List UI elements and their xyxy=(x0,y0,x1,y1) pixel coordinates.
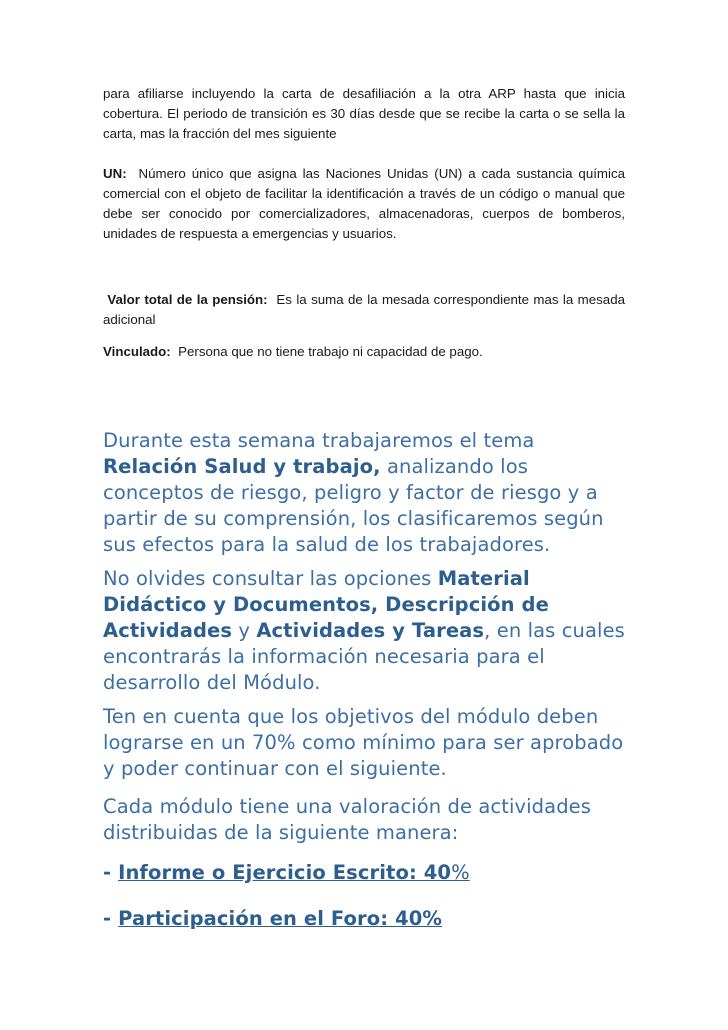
objectives-paragraph: Ten en cuenta que los objetivos del módulo deben lograrse en un 70% como mínimo para ser aprobado y poder continuar con el siguiente. xyxy=(103,705,624,780)
definition-un: Número único que asigna las Naciones Unidas (UN) a cada sustancia química comercial con el objeto de facilitar la identificación a través de un código o manual que debe ser conocido por comercializadores, almacenadoras, cuerpos de bomberos, unidades de respuesta a emergencias y usuarios. xyxy=(103,166,625,241)
consult-option-tareas: Actividades y Tareas xyxy=(256,619,485,642)
glossary-entry-un xyxy=(103,164,625,244)
item-dash: - xyxy=(103,907,119,930)
valuation-item-foro xyxy=(103,906,633,932)
item-dash: - xyxy=(103,861,119,884)
valuation-paragraph: Cada módulo tiene una valoración de actividades distribuidas de la siguiente manera: xyxy=(103,795,592,844)
valuation-item-informe xyxy=(103,860,633,886)
item-suffix-informe: % xyxy=(451,861,470,884)
definition-valor-pension: Es la suma de la mesada correspondiente mas la mesada adicional xyxy=(103,292,625,327)
item-label-foro: Participación en el Foro: 40% xyxy=(118,907,443,930)
consult-lead: No olvides consultar las opciones xyxy=(103,567,432,590)
definition-vinculado: Persona que no tiene trabajo ni capacidad de pago. xyxy=(178,344,483,359)
consult-option-material: Material Didáctico y Documentos, Descripción de Actividades xyxy=(103,567,549,642)
glossary-entry-valor xyxy=(103,290,625,330)
paragraph-afiliacion: para afiliarse incluyendo la carta de desafiliación a la otra ARP hasta que inicia cobertura. El periodo de transición es 30 días desde que se recibe la carta o se sella la carta, mas la fracción del mes siguiente xyxy=(103,86,625,141)
term-vinculado: Vinculado: xyxy=(103,344,171,359)
consult-paragraph xyxy=(103,566,633,696)
consult-rest: , en las cuales encontrarás la información necesaria para el desarrollo del Módulo. xyxy=(103,619,625,694)
intro-paragraph xyxy=(103,428,633,558)
consult-and: y xyxy=(238,619,251,642)
intro-topic: Relación Salud y trabajo, xyxy=(103,455,381,478)
item-label-informe: Informe o Ejercicio Escrito: 40 xyxy=(118,861,452,884)
intro-lead: Durante esta semana trabajaremos el tema xyxy=(103,429,535,452)
glossary-entry-vinculado xyxy=(103,342,625,362)
intro-rest: analizando los conceptos de riesgo, peligro y factor de riesgo y a partir de su comprensión, los clasificaremos según sus efectos para la salud de los trabajadores. xyxy=(103,455,604,556)
term-valor-pension: Valor total de la pensión: xyxy=(107,292,268,307)
term-un: UN: xyxy=(103,166,127,181)
